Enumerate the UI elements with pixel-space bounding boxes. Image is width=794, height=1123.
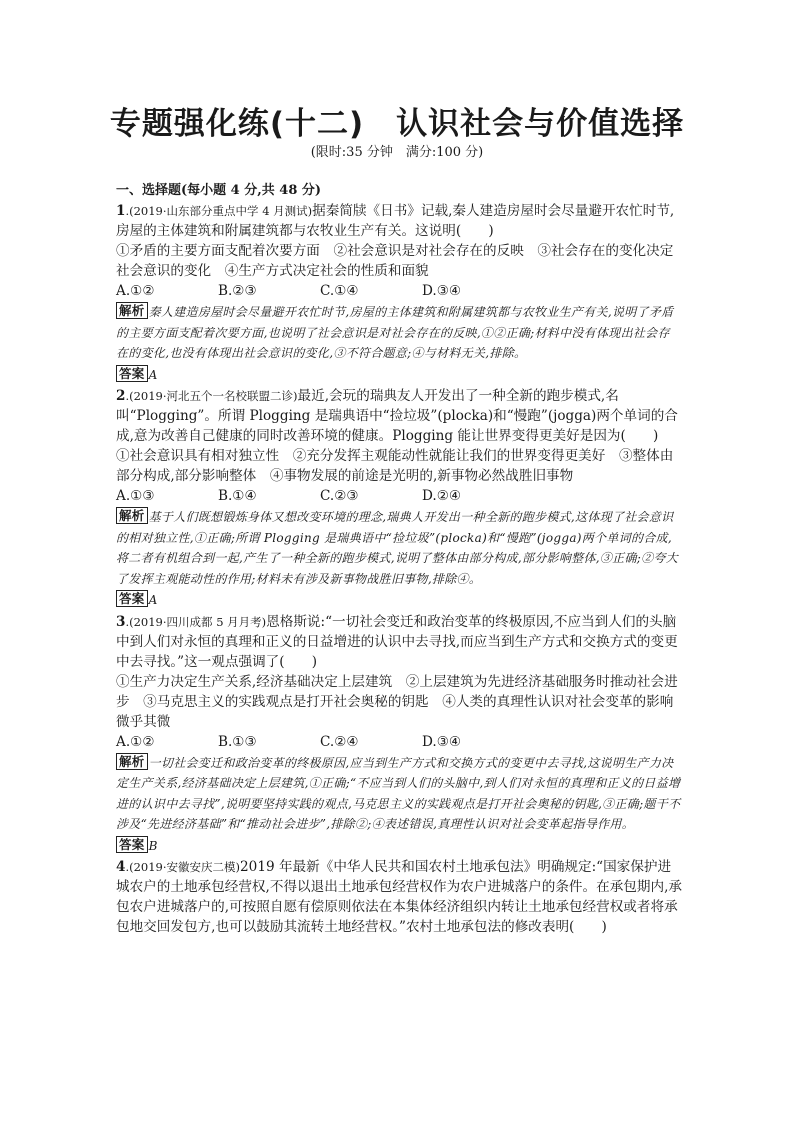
analysis-label: 解析 xyxy=(116,302,148,319)
answer-block xyxy=(116,836,682,857)
question-number: 3 xyxy=(116,613,126,630)
question-options: ①社会意识具有相对独立性 ②充分发挥主观能动性就能让我们的世界变得更美好 ③整体由部分构成,部分影响整体 ④事物发展的前途是光明的,新事物必然战胜旧事物 xyxy=(116,448,674,484)
choice-row xyxy=(116,732,682,753)
question-text: 2019 年最新《中华人民共和国农村土地承包法》明确规定:“国家保护进城农户的土地承包经营权,不得以退出土地承包经营权作为农户进城落户的条件。在承包期内,承包农户进城落户的,可按照自愿有偿原则依法在本集体经济组织内转让土地承包经营权或者将承包地交回发包方,也可以鼓励其流转土地经营权。”农村土地承包法的修改表明( ) xyxy=(116,859,682,935)
question-number: 2 xyxy=(116,388,126,404)
question-stem xyxy=(116,386,682,446)
question-stem xyxy=(116,612,682,672)
choice-c: C.②④ xyxy=(320,733,359,750)
question-number: 4 xyxy=(116,859,126,875)
answer-value: B xyxy=(148,838,158,853)
analysis-label: 解析 xyxy=(116,753,148,770)
question-2 xyxy=(116,386,682,611)
question-4 xyxy=(116,857,682,937)
question-source: .(2019·河北五个一名校联盟二诊) xyxy=(125,389,298,403)
analysis-label: 解析 xyxy=(116,507,148,524)
section-heading: 一、选择题(每小题 4 分,共 48 分) xyxy=(116,183,322,198)
choice-a: A.①② xyxy=(116,283,155,299)
question-1 xyxy=(116,201,682,385)
choice-c: C.②③ xyxy=(320,488,359,504)
question-text: 最近,会玩的瑞典友人开发出了一种全新的跑步模式,名叫“Plogging”。所谓 Plogging 是瑞典语中“捡垃圾”(plocka)和“慢跑”(jogga)两个单词的合成,意为改善自己健康的同时改善环境的健康。Plogging 能让世界变得更美好是因为( ) xyxy=(116,388,678,444)
choice-d: D.②④ xyxy=(422,488,462,504)
answer-value: A xyxy=(148,367,158,382)
question-number: 1 xyxy=(116,203,126,219)
choice-a: A.①③ xyxy=(116,488,155,504)
analysis-text: 秦人建造房屋时会尽量避开农忙时节,房屋的主体建筑和附属建筑都与农牧业生产有关,说明了矛盾的主要方面支配着次要方面,也说明了社会意识是对社会存在的反映,①②正确;材料中没有体现出社会存在的变化,也没有体现出社会意识的变化,③不符合题意;④与材料无关,排除。 xyxy=(116,305,674,360)
choice-b: B.①③ xyxy=(218,733,257,750)
choice-a: A.①② xyxy=(116,733,155,750)
question-stem xyxy=(116,857,682,937)
page-title: 专题强化练(十二) 认识社会与价值选择 xyxy=(109,106,685,142)
analysis-block xyxy=(116,753,682,835)
answer-value: A xyxy=(148,593,158,607)
question-stem xyxy=(116,201,682,241)
answer-label: 答案 xyxy=(116,836,148,853)
choice-b: B.①④ xyxy=(218,488,257,504)
analysis-text: 一切社会变迁和政治变革的终极原因,应当到生产方式和交换方式的变更中去寻找,这说明生产力决定生产关系,经济基础决定上层建筑,①正确;“不应当到人们的头脑中,到人们对永恒的真理和正义的日益增进的认识中去寻找”,说明要坚持实践的观点,马克思主义的实践观点是打开社会奥秘的钥匙,③正确;题干不涉及“先进经济基础”和“推动社会进步”,排除②;④表述错误,真理性认识对社会变革起指导作用。 xyxy=(116,755,681,831)
content xyxy=(116,182,682,937)
question-source: .(2019·山东部分重点中学 4 月测试) xyxy=(125,204,313,218)
choice-row xyxy=(116,281,682,302)
question-text: 据秦简牍《日书》记载,秦人建造房屋时会尽量避开农忙时节,房屋的主体建筑和附属建筑都与农牧业生产有关。这说明( ) xyxy=(116,203,675,239)
analysis-text: 基于人们既想锻炼身体又想改变环境的理念,瑞典人开发出一种全新的跑步模式,这体现了社会意识的相对独立性,①正确;所谓 Plogging 是瑞典语中“捡垃圾”(plocka)和“慢跑”(jogga)两个单词的合成,将二者有机组合到一起,产生了一种全新的跑步模式,说明了整体由部分构成,部分影响整体,③正确;②夸大了发挥主观能动性的作用;材料未有涉及新事物战胜旧事物,排除④。 xyxy=(116,510,679,586)
answer-label: 答案 xyxy=(116,365,148,382)
choice-c: C.①④ xyxy=(320,283,359,299)
choice-d: D.③④ xyxy=(422,733,462,750)
question-3 xyxy=(116,612,682,857)
choice-d: D.③④ xyxy=(422,283,462,299)
answer-label: 答案 xyxy=(116,590,148,607)
question-options: ①矛盾的主要方面支配着次要方面 ②社会意识是对社会存在的反映 ③社会存在的变化决定社会意识的变化 ④生产方式决定社会的性质和面貌 xyxy=(116,243,674,279)
answer-block xyxy=(116,365,682,386)
question-options: ①生产力决定生产关系,经济基础决定上层建筑 ②上层建筑为先进经济基础服务时推动社会进步 ③马克思主义的实践观点是打开社会奥秘的钥匙 ④人类的真理性认识对社会变革的影响微乎其微 xyxy=(116,673,678,730)
analysis-block xyxy=(116,302,682,364)
question-source: .(2019·四川成都 5 月月考) xyxy=(125,614,267,629)
question-source: .(2019·安徽安庆二模) xyxy=(125,860,241,874)
page-subtitle: (限时:35 分钟 满分:100 分) xyxy=(310,145,484,160)
answer-block xyxy=(116,590,682,611)
choice-row xyxy=(116,486,682,507)
analysis-block xyxy=(116,507,682,589)
choice-b: B.②③ xyxy=(218,283,257,299)
question-text: 恩格斯说:“一切社会变迁和政治变革的终极原因,不应当到人们的头脑中到人们对永恒的真理和正义的日益增进的认识中去寻找,而应当到生产方式和交换方式的变更中去寻找。”这一观点强调了( ) xyxy=(116,613,678,670)
